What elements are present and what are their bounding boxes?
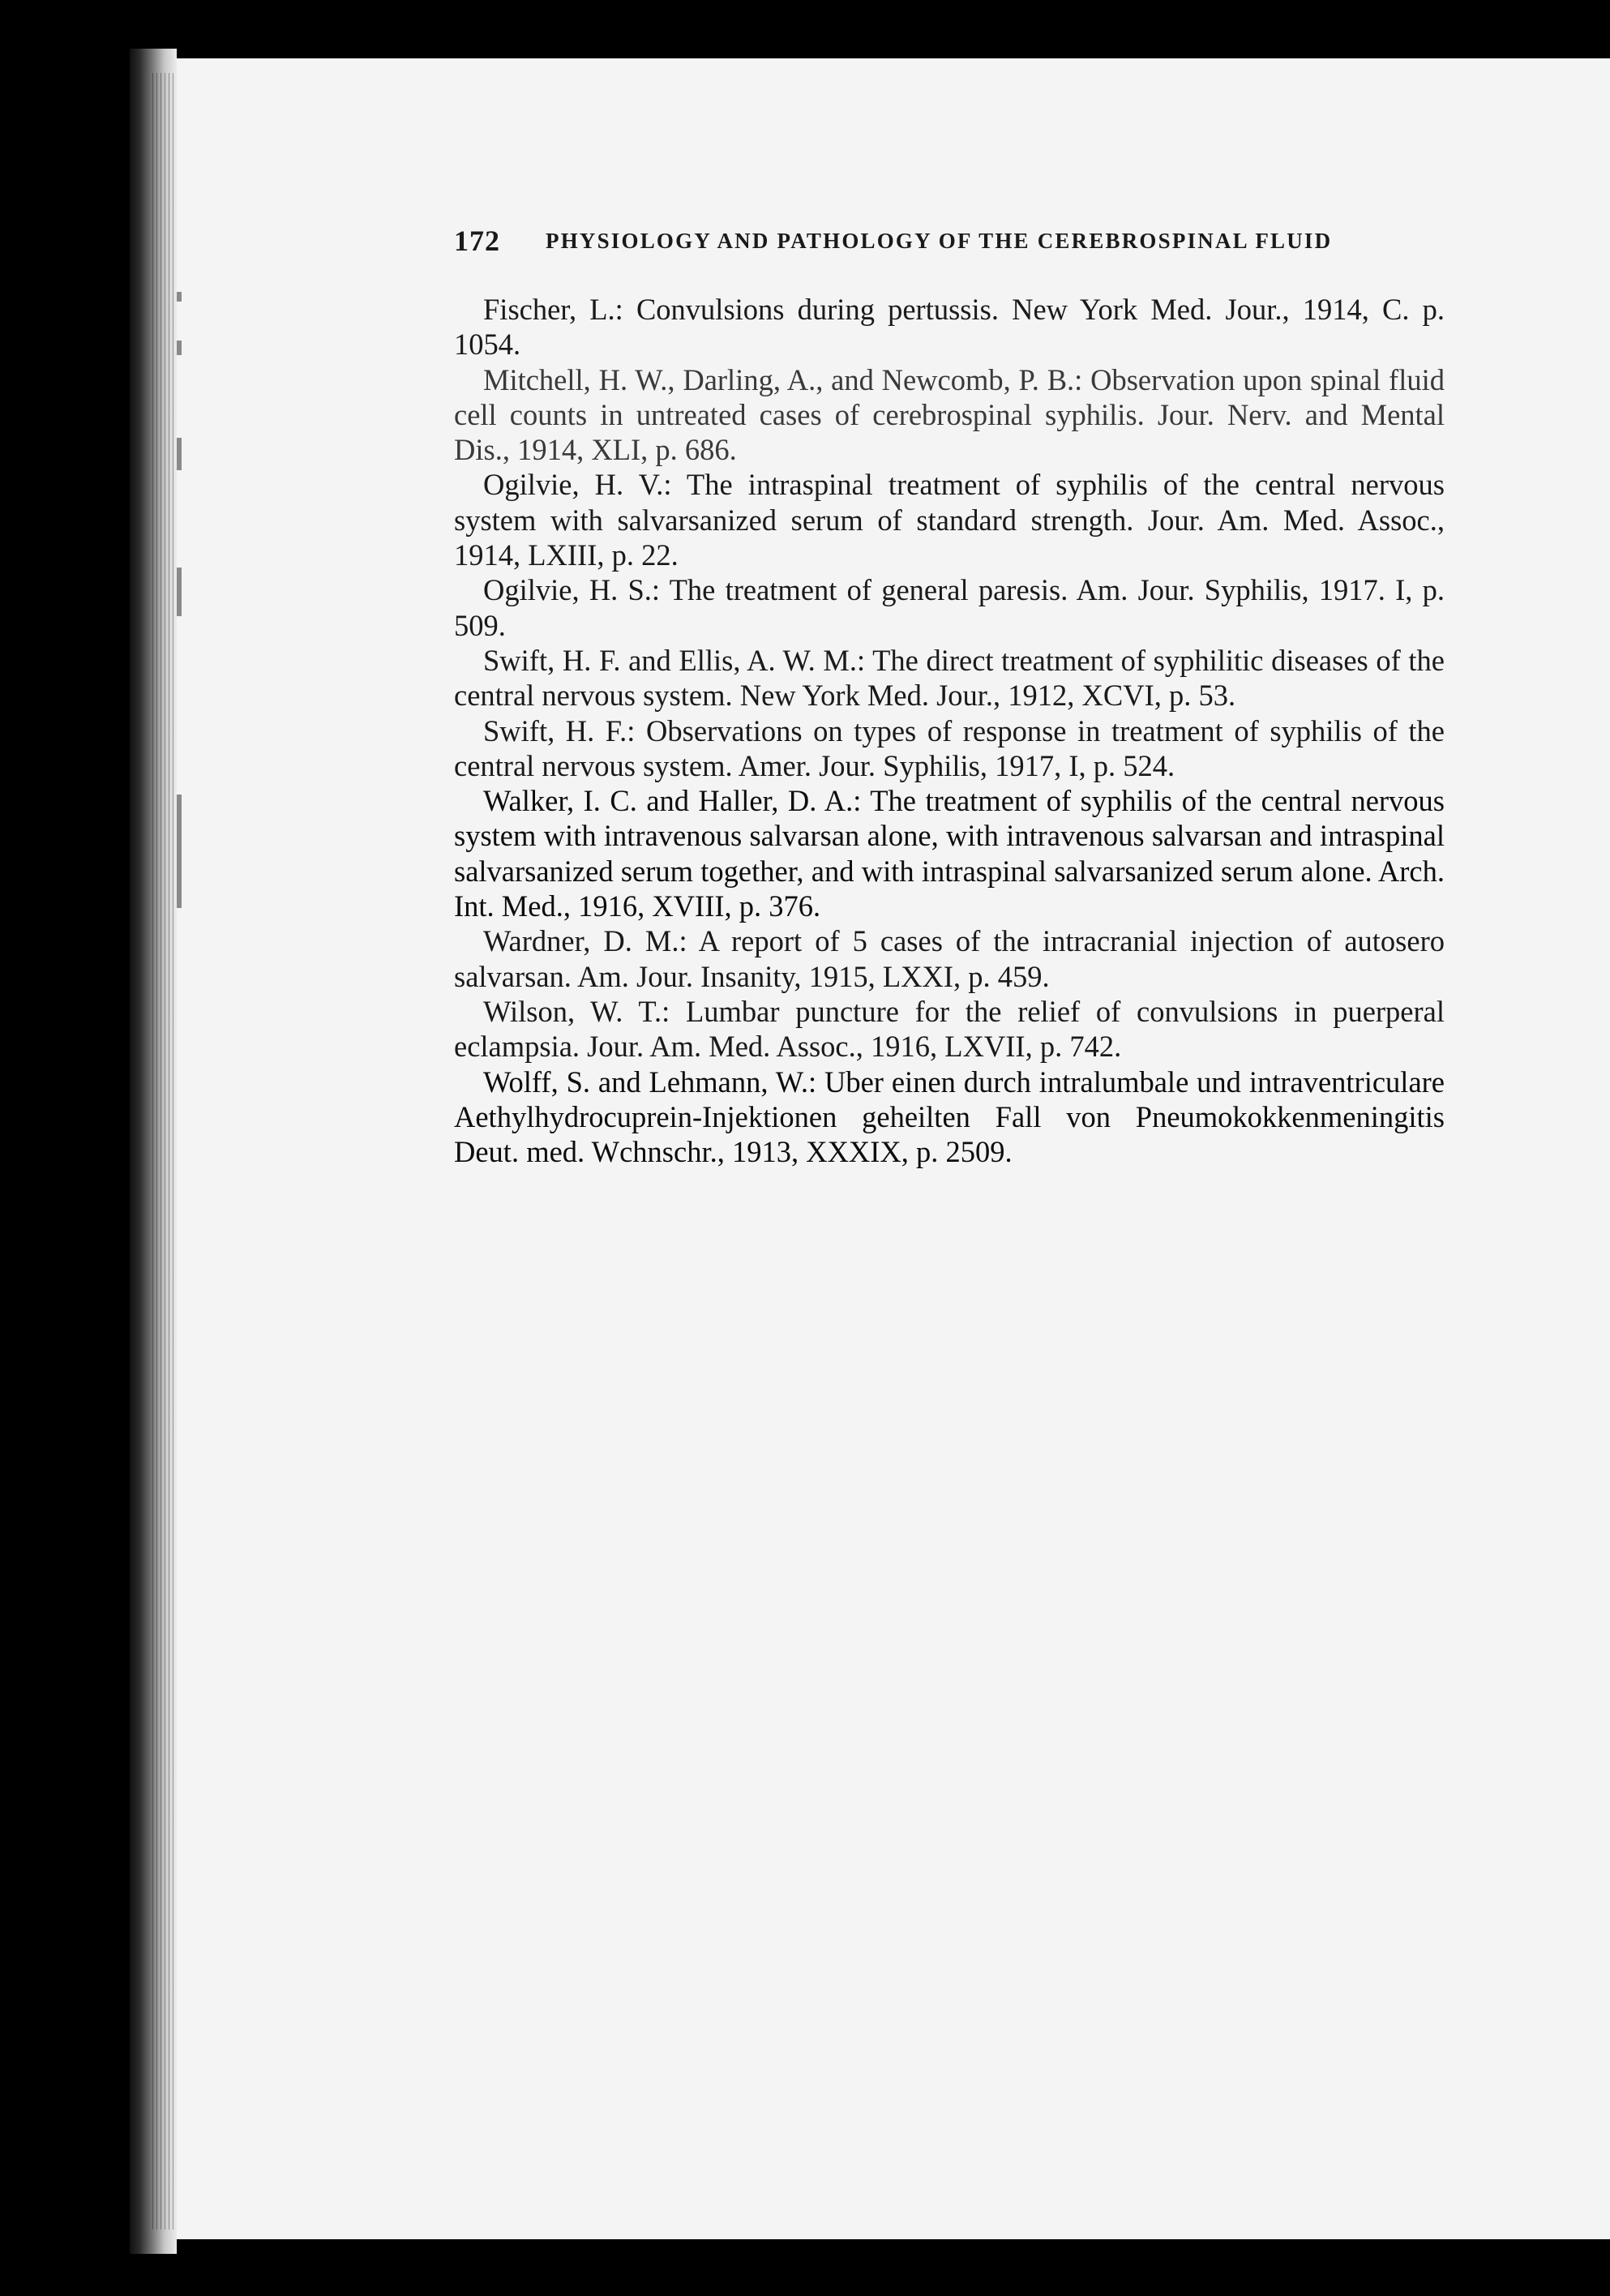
reference-entry: Fischer, L.: Convulsions during pertussis. New York Med. Jour., 1914, C. p. 1054.	[454, 293, 1445, 362]
reference-entry: Wardner, D. M.: A report of 5 cases of the intracranial injection of autosero salvarsan. Am. Jour. Insanity, 1915, LXXI, p. 459.	[454, 924, 1445, 993]
page-edges	[152, 73, 177, 2230]
binding-mark	[177, 795, 182, 859]
reference-entry: Mitchell, H. W., Darling, A., and Newcomb, P. B.: Observation upon spinal fluid cell counts in untreated cases of cerebrospinal syphilis. Jour. Nerv. and Mental Dis., 1914, XLI, p. 686.	[454, 362, 1445, 467]
page-number: 172	[454, 225, 500, 257]
reference-entry: Wilson, W. T.: Lumbar puncture for the relief of convulsions in puerperal eclampsia. Jour. Am. Med. Assoc., 1916, LXVII, p. 742.	[454, 994, 1445, 1064]
binding-mark	[177, 859, 182, 908]
reference-entry: Ogilvie, H. S.: The treatment of general paresis. Am. Jour. Syphilis, 1917. I, p. 509.	[454, 573, 1445, 642]
reference-entry: Wolff, S. and Lehmann, W.: Uber einen durch intralumbale und intraventriculare Aethylhydrocuprein-Injektionen geheilten Fall von Pneumokokkenmeningitis Deut. med. Wchnschr., 1913, XXXIX, p. 2509.	[454, 1064, 1445, 1169]
reference-entry: Swift, H. F. and Ellis, A. W. M.: The direct treatment of syphilitic diseases of the central nervous system. New York Med. Jour., 1912, XCVI, p. 53.	[454, 643, 1445, 713]
binding-mark	[177, 438, 182, 470]
binding-mark	[177, 341, 182, 355]
reference-list	[454, 292, 1445, 1169]
binding-mark	[177, 292, 182, 302]
page-header	[454, 224, 1443, 264]
binding-mark	[177, 568, 182, 616]
running-title: PHYSIOLOGY AND PATHOLOGY OF THE CEREBROSPINAL FLUID	[546, 229, 1333, 253]
reference-entry: Swift, H. F.: Observations on types of response in treatment of syphilis of the central nervous system. Amer. Jour. Syphilis, 1917, I, p. 524.	[454, 713, 1445, 782]
reference-entry: Walker, I. C. and Haller, D. A.: The treatment of syphilis of the central nervous system with intravenous salvarsan alone, with intravenous salvarsan and intraspinal salvarsanized serum together, and with intraspinal salvarsanized serum alone. Arch. Int. Med., 1916, XVIII, p. 376.	[454, 784, 1445, 923]
reference-entry: Ogilvie, H. V.: The intraspinal treatment of syphilis of the central nervous system with salvarsanized serum of standard strength. Jour. Am. Med. Assoc., 1914, LXIII, p. 22.	[454, 468, 1445, 572]
